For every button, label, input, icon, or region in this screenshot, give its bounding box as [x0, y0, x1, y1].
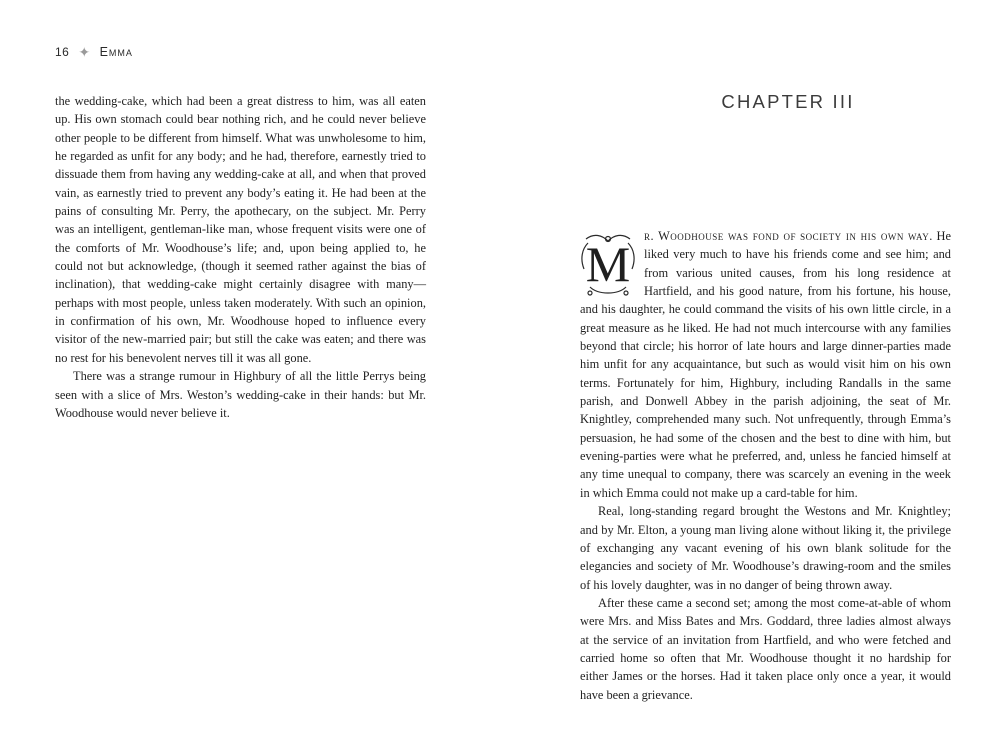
star-ornament-icon: ✦ — [78, 44, 91, 60]
page-number: 16 — [55, 45, 70, 59]
book-title: Emma — [99, 45, 133, 59]
opening-paragraph — [580, 227, 951, 502]
paragraph: the wedding-cake, which had been a great distress to him, was all eaten up. His own stomach could bear nothing rich, and he could never believe other people to be different from himself. What was unwholesome to him, he regarded as unfit for any body; and he had, therefore, earnestly tried to dissuade them from having any wedding-cake at all, and when that proved vain, as earnestly tried to prevent any body’s eating it. He had been at the pains of consulting Mr. Perry, the apothecary, on the subject. Mr. Perry was an intelligent, gentleman-like man, whose frequent visits were one of the comforts of Mr. Woodhouse’s life; and, upon being applied to, he could not but acknowledge, (though it seemed rather against the bias of inclination), that wedding-cake might certainly disagree with many—perhaps with most people, unless taken moderately. With such an opinion, in confirmation of his own, Mr. Woodhouse hoped to influence every visitor of the new-married pair; but still the cake was eaten; and there was no rest for his benevolent nerves till it was all gone. — [55, 94, 426, 365]
ornate-drop-cap-m-icon — [580, 229, 636, 299]
chapter-heading: CHAPTER III — [721, 91, 855, 112]
running-head — [55, 45, 133, 59]
left-body-text — [55, 92, 426, 422]
right-page — [502, 0, 1004, 752]
paragraph: After these came a second set; among the most come-at-able of whom were Mrs. and Miss Bates and Mrs. Goddard, three ladies almost always at the service of an invitation from Hartfield, and who were fetched and carried home so often that Mr. Woodhouse thought it no hardship for either James or the horses. Had it taken place only once a year, it would have been a grievance. — [580, 595, 951, 702]
lead-in-small-caps: r. Woodhouse was fond of society in his own way. — [644, 229, 933, 243]
paragraph: There was a strange rumour in Highbury of all the little Perrys being seen with a slice of Mrs. Weston’s wedding-cake in their hands: but Mr. Woodhouse would never believe it. — [55, 369, 426, 420]
svg-text:M: M — [585, 236, 631, 292]
paragraph-continuation: He liked very much to have his friends come and see him; and from various united causes, from his long residence at Hartfield, and his good nature, from his fortune, his house, and his daughter, he could command the visits of his own little circle, in a great measure as he liked. He had not much intercourse with any families beyond that circle; his horror of late hours and large dinner-parties made him unfit for any acquaintance, but such as would visit him on his own terms. Fortunately for him, Highbury, including Randalls in the same parish, and Donwell Abbey in the parish adjoining, the seat of Mr. Knightley, comprehended many such. Not unfrequently, through Emma’s persuasion, he had some of the chosen and the best to dine with him, but evening-parties were what he preferred, and, unless he fancied himself at any time unequal to company, there was scarcely an evening in the week in which Emma could not make up a card-table for him. — [580, 229, 951, 500]
right-body-text — [580, 227, 951, 704]
paragraph: Real, long-standing regard brought the Westons and Mr. Knightley; and by Mr. Elton, a young man living alone without liking it, the privilege of exchanging any vacant evening of his own blank solitude for the elegancies and society of Mr. Woodhouse’s drawing-room and the smiles of his lovely daughter, was in no danger of being thrown away. — [580, 504, 951, 592]
